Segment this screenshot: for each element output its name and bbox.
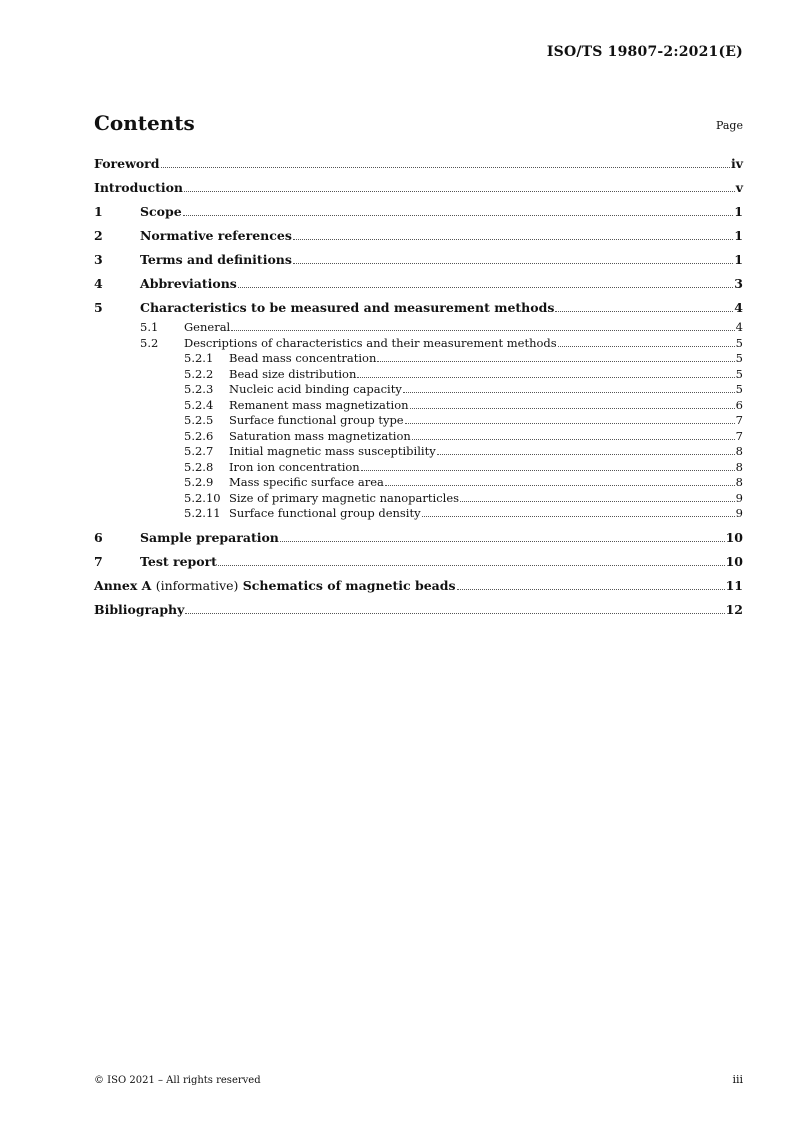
toc-entry-terms-and-definitions[interactable]: [94, 248, 743, 272]
toc-entry-page: 8: [735, 444, 743, 458]
toc-entry-title: Scope: [140, 204, 182, 219]
toc-entry-title: Terms and definitions: [140, 252, 292, 267]
toc-entry-title: Bead size distribution: [229, 366, 357, 381]
dot-leader: [231, 330, 734, 331]
annex-qualifier: (informative): [155, 577, 239, 593]
dot-leader: [422, 516, 735, 517]
toc-entry-normative-references[interactable]: [94, 224, 743, 248]
dot-leader: [403, 392, 735, 393]
toc-entry-title: Characteristics to be measured and measurement methods: [140, 300, 555, 315]
dot-leader: [280, 541, 725, 542]
footer-copyright: © ISO 2021 – All rights reserved: [94, 1075, 261, 1086]
toc-entry-page: iv: [730, 156, 743, 171]
toc-entry-page: 3: [734, 276, 743, 291]
dot-leader: [293, 239, 733, 240]
toc-entry-bead-mass-concentration[interactable]: [94, 351, 743, 367]
toc-entry-bibliography[interactable]: [94, 598, 743, 622]
toc-entry-number: 5.2.11: [184, 506, 221, 520]
toc-entry-page: 7: [735, 413, 743, 427]
toc-entry-mass-specific-surface-area[interactable]: [94, 475, 743, 491]
toc-entry-number: 6: [94, 529, 103, 545]
toc-entry-page: 5: [735, 382, 743, 396]
dot-leader: [357, 377, 734, 378]
toc-entry-sample-preparation[interactable]: [94, 526, 743, 550]
toc-entry-descriptions[interactable]: [94, 336, 743, 352]
toc-entry-title: Surface functional group type: [229, 413, 404, 427]
toc-entry-page: 4: [735, 320, 743, 334]
toc-entry-page: 11: [725, 577, 743, 593]
toc-entry-surface-functional-group-density[interactable]: [94, 506, 743, 522]
toc-entry-characteristics[interactable]: [94, 296, 743, 320]
toc-entry-number: 5.2.3: [184, 382, 214, 396]
toc-entry-number: 4: [94, 276, 103, 291]
toc-entry-title: Iron ion concentration: [229, 459, 360, 474]
toc-entry-title: Mass specific surface area: [229, 475, 384, 489]
toc-entry-bead-size-distribution[interactable]: [94, 367, 743, 383]
toc-entry-number: 7: [94, 553, 103, 569]
toc-entry-title: [94, 574, 456, 598]
toc-entry-page: 10: [725, 529, 743, 545]
toc-entry-number: 5.2.5: [184, 413, 214, 427]
toc-entry-page: 8: [735, 475, 743, 489]
toc-entry-title: Nucleic acid binding capacity: [229, 382, 402, 396]
toc-entry-abbreviations[interactable]: [94, 272, 743, 296]
toc-entry-number: 5.2.4: [184, 397, 214, 412]
annex-title: Schematics of magnetic beads: [242, 577, 456, 593]
toc-entry-page: 10: [725, 553, 743, 569]
toc-entry-page: v: [735, 180, 743, 195]
annex-prefix: Annex A: [94, 577, 152, 593]
toc-entry-page: 7: [735, 428, 743, 443]
toc-entry-number: 2: [94, 228, 103, 243]
toc-entry-page: 8: [735, 459, 743, 474]
toc-entry-page: 12: [725, 601, 743, 617]
page-column-label: Page: [715, 119, 743, 132]
dot-leader: [437, 454, 735, 455]
toc-entry-title: Remanent mass magnetization: [229, 397, 409, 412]
toc-entry-title: General: [184, 320, 231, 334]
toc-entry-number: 5.2.6: [184, 428, 214, 443]
dot-leader: [385, 485, 735, 486]
toc-entry-number: 5.2.8: [184, 459, 214, 474]
dot-leader: [558, 346, 735, 347]
dot-leader: [218, 565, 725, 566]
dot-leader: [377, 361, 734, 362]
toc-entry-title: Saturation mass magnetization: [229, 428, 411, 443]
dot-leader: [183, 215, 734, 216]
toc-entry-remanent-mass-magnetization[interactable]: [94, 398, 743, 414]
toc-entry-title: Foreword: [94, 156, 160, 171]
toc-entry-number: 5.2.2: [184, 366, 214, 381]
dot-leader: [457, 589, 725, 590]
toc-entry-iron-ion-concentration[interactable]: [94, 460, 743, 476]
toc-entry-size-of-primary-magnetic-nanoparticles[interactable]: [94, 491, 743, 507]
toc-entry-title: Initial magnetic mass susceptibility: [229, 444, 436, 458]
toc-entry-test-report[interactable]: [94, 550, 743, 574]
toc-entry-title: Bibliography: [94, 601, 185, 617]
toc-entry-annex-a[interactable]: [94, 574, 743, 598]
toc-entry-page: 1: [734, 228, 743, 243]
toc-entry-page: 1: [734, 204, 743, 219]
toc-entry-saturation-mass-magnetization[interactable]: [94, 429, 743, 445]
dot-leader: [161, 167, 730, 168]
toc-entry-title: Abbreviations: [140, 276, 237, 291]
toc-entry-number: 1: [94, 204, 103, 219]
dot-leader: [460, 501, 735, 502]
toc-entry-initial-magnetic-mass-susceptibility[interactable]: [94, 444, 743, 460]
toc-entry-title: Sample preparation: [140, 529, 279, 545]
contents-heading: Contents: [94, 111, 195, 135]
toc-entry-title: Introduction: [94, 180, 184, 195]
toc-entry-title: Surface functional group density: [229, 506, 421, 520]
dot-leader: [410, 408, 735, 409]
dot-leader: [405, 423, 735, 424]
toc-entry-surface-functional-group-type[interactable]: [94, 413, 743, 429]
toc-entry-page: 6: [735, 397, 743, 412]
toc-entry-title: Test report: [140, 553, 217, 569]
toc-entry-number: 5.2.1: [184, 351, 214, 365]
toc-entry-page: 9: [735, 506, 743, 520]
dot-leader: [293, 263, 733, 264]
toc-entry-page: 4: [734, 300, 743, 315]
toc-entry-number: 5.2.9: [184, 475, 214, 489]
table-of-contents: [94, 152, 743, 622]
footer-page-number: iii: [732, 1073, 743, 1086]
toc-entry-page: 5: [735, 366, 743, 381]
toc-entry-title: Size of primary magnetic nanoparticles: [229, 490, 460, 505]
toc-entry-number: 5.2.10: [184, 490, 221, 505]
toc-entry-introduction[interactable]: [94, 176, 743, 200]
toc-entry-number: 5.1: [140, 320, 159, 334]
toc-entry-general[interactable]: [94, 320, 743, 336]
dot-leader: [361, 470, 735, 471]
toc-entry-page: 9: [735, 490, 743, 505]
toc-entry-page: 5: [735, 335, 743, 350]
dot-leader: [412, 439, 735, 440]
toc-entry-number: 5: [94, 300, 103, 315]
toc-entry-number: 5.2: [140, 335, 159, 350]
document-identifier: ISO/TS 19807-2:2021(E): [546, 44, 743, 60]
toc-entry-title: Bead mass concentration: [229, 351, 377, 365]
toc-entry-nucleic-acid-binding-capacity[interactable]: [94, 382, 743, 398]
toc-entry-page: 5: [735, 351, 743, 365]
toc-entry-number: 3: [94, 252, 103, 267]
dot-leader: [185, 613, 724, 614]
dot-leader: [555, 311, 733, 312]
toc-entry-scope[interactable]: [94, 200, 743, 224]
toc-entry-title: Descriptions of characteristics and their measurement methods: [184, 335, 557, 350]
toc-entry-title: Normative references: [140, 228, 292, 243]
toc-entry-number: 5.2.7: [184, 444, 214, 458]
dot-leader: [238, 287, 733, 288]
toc-entry-page: 1: [734, 252, 743, 267]
dot-leader: [184, 191, 735, 192]
toc-entry-foreword[interactable]: [94, 152, 743, 176]
